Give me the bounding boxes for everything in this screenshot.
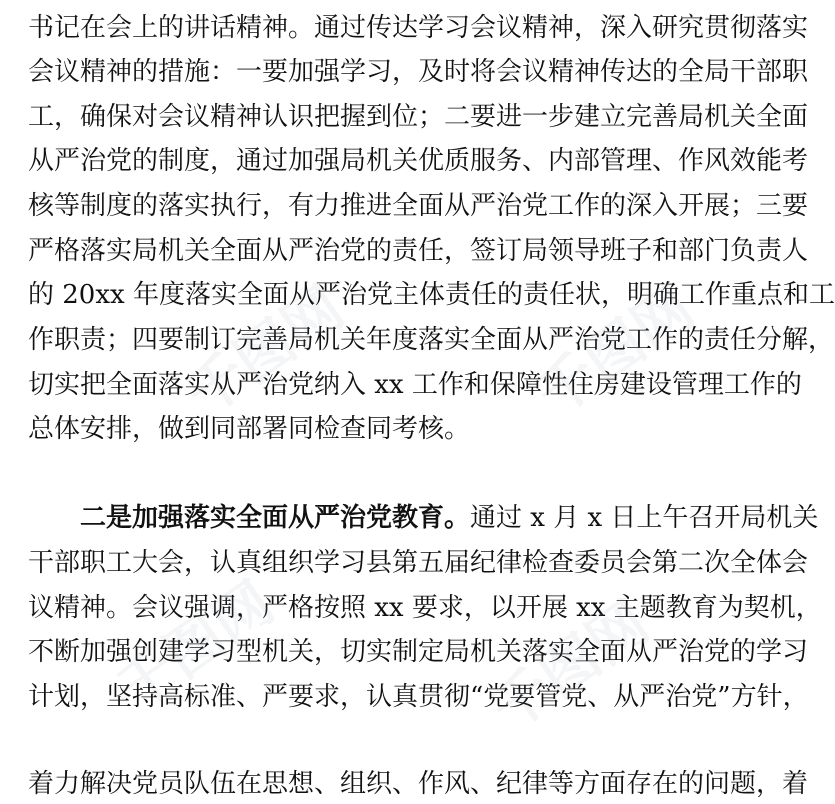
paragraph-1-line-8: 作职责；四要制订完善局机关年度落实全面从严治党工作的责任分解， bbox=[28, 325, 835, 355]
paragraph-1-line-9: 切实把全面落实从严治党纳入 xx 工作和保障性住房建设管理工作的 bbox=[28, 370, 802, 400]
paragraph-2-line-6: 着力解决党员队伍在思想、组织、作风、纪律等方面存在的问题，着 bbox=[28, 769, 809, 799]
paragraph-1-line-10: 总体安排，做到同部署同检查同考核。 bbox=[28, 414, 471, 444]
paragraph-1-line-4: 从严治党的制度，通过加强局机关优质服务、内部管理、作风效能考 bbox=[28, 146, 809, 176]
paragraph-2-line-3: 议精神。会议强调，严格按照 xx 要求，以开展 xx 主题教育为契机， bbox=[28, 593, 822, 623]
paragraph-2-first-line-text: 通过 x 月 x 日上午召开局机关 bbox=[470, 503, 819, 533]
paragraph-2-line-5: 计划，坚持高标准、严要求，认真贯彻“党要管党、从严治党”方针， bbox=[28, 682, 809, 712]
paragraph-1-line-5: 核等制度的落实执行，有力推进全面从严治党工作的深入开展；三要 bbox=[28, 191, 809, 221]
paragraph-2-line-4: 不断加强创建学习型机关，切实制定局机关落实全面从严治党的学习 bbox=[28, 637, 809, 667]
paragraph-2-heading: 二是加强落实全面从严治党教育。 bbox=[80, 503, 471, 533]
watermark: 千图网 bbox=[524, 273, 706, 429]
paragraph-2-line-1 bbox=[80, 498, 819, 538]
paragraph-1-line-6: 严格落实局机关全面从严治党的责任，签订局领导班子和部门负责人 bbox=[28, 236, 809, 266]
watermark: 千图网 bbox=[174, 273, 356, 429]
watermark: 千图网 bbox=[479, 588, 661, 744]
watermark: 千图网 bbox=[104, 568, 286, 724]
paragraph-1-line-2: 会议精神的措施：一要加强学习，及时将会议精神传达的全局干部职 bbox=[28, 57, 809, 87]
paragraph-1-line-1: 书记在会上的讲话精神。通过传达学习会议精神，深入研究贯彻落实 bbox=[28, 13, 809, 43]
paragraph-1-line-7: 的 20xx 年度落实全面从严治党主体责任的责任状，明确工作重点和工 bbox=[28, 280, 835, 310]
paragraph-1-line-3: 工，确保对会议精神认识把握到位；二要进一步建立完善局机关全面 bbox=[28, 102, 809, 132]
paragraph-2-line-2: 干部职工大会，认真组织学习县第五届纪律检查委员会第二次全体会 bbox=[28, 548, 809, 578]
